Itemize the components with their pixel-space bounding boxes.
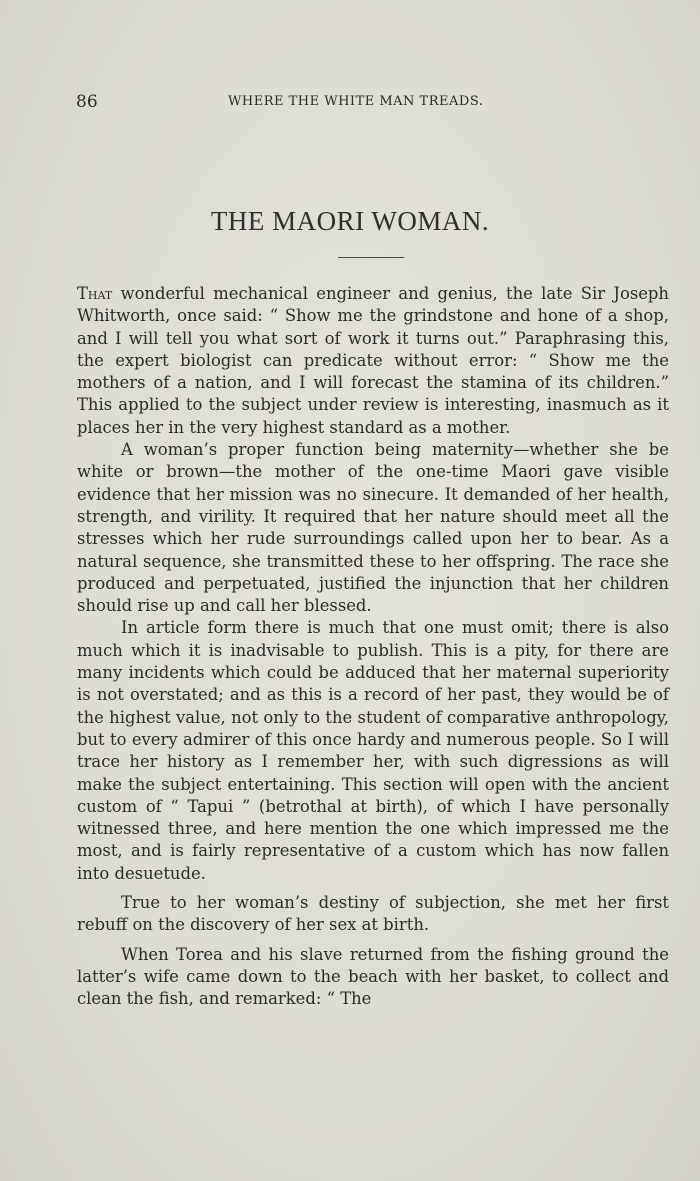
paragraph-4: True to her woman’s destiny of subjection, she met her first rebuff on the discovery of her sex at birth. (77, 893, 669, 935)
paragraph-3: In article form there is much that one must omit; there is also much which it is inadvisable to publish. This is a pity, for there are many incidents which could be adduced that her maternal superiority is not overstated; and as this is a record of her past, they would be of the highest value, not only to the student of comparative anthropology, but to every admirer of this once hardy and numerous people. So I will trace her history as I remember her, with such digressions as will make the subject entertaining. This section will open with the ancient custom of “ Tapui ” (betrothal at birth), of which I have personally witnessed three, and here mention the one which impressed me the most, and is fairly representative of a custom which has now fallen into desuetude. (77, 618, 669, 883)
paragraph-5: When Torea and his slave returned from the fishing ground the latter’s wife came down to the beach with her basket, to collect and clean the fish, and remarked: “ The (77, 944, 669, 1009)
page-number: 86 (76, 92, 98, 112)
running-head (76, 92, 672, 112)
running-title: WHERE THE WHITE MAN TREADS. (228, 94, 484, 109)
lead-word: That (77, 284, 113, 303)
title-divider (338, 257, 404, 258)
chapter-body (77, 283, 669, 1011)
chapter-title: THE MAORI WOMAN. (210, 206, 490, 236)
paragraph-2: A woman’s proper function being maternity—whether she be white or brown—the mother of the one-time Maori gave visible evidence that her mission was no sinecure. It demanded of her health, strength, and virility. It required that her nature should meet all the stresses which her rude surroundings called upon her to bear. As a natural sequence, she transmitted these to her offspring. The race she produced and perpetuated, justified the injunction that her children should rise up and call her blessed. (77, 440, 669, 616)
paragraph-1 (77, 283, 669, 439)
paragraph-text: wonderful mechanical engineer and genius, the late Sir Joseph Whitworth, once said: “ Show me the grindstone and hone of a shop, and I will tell you what sort of work it turns out.” Paraphrasing this, the expert biologist can predicate without error: “ Show me the mothers of a nation, and I will forecast the stamina of its children.” This applied to the subject under review is interesting, inasmuch as it places her in the very highest standard as a mother. (77, 284, 669, 437)
